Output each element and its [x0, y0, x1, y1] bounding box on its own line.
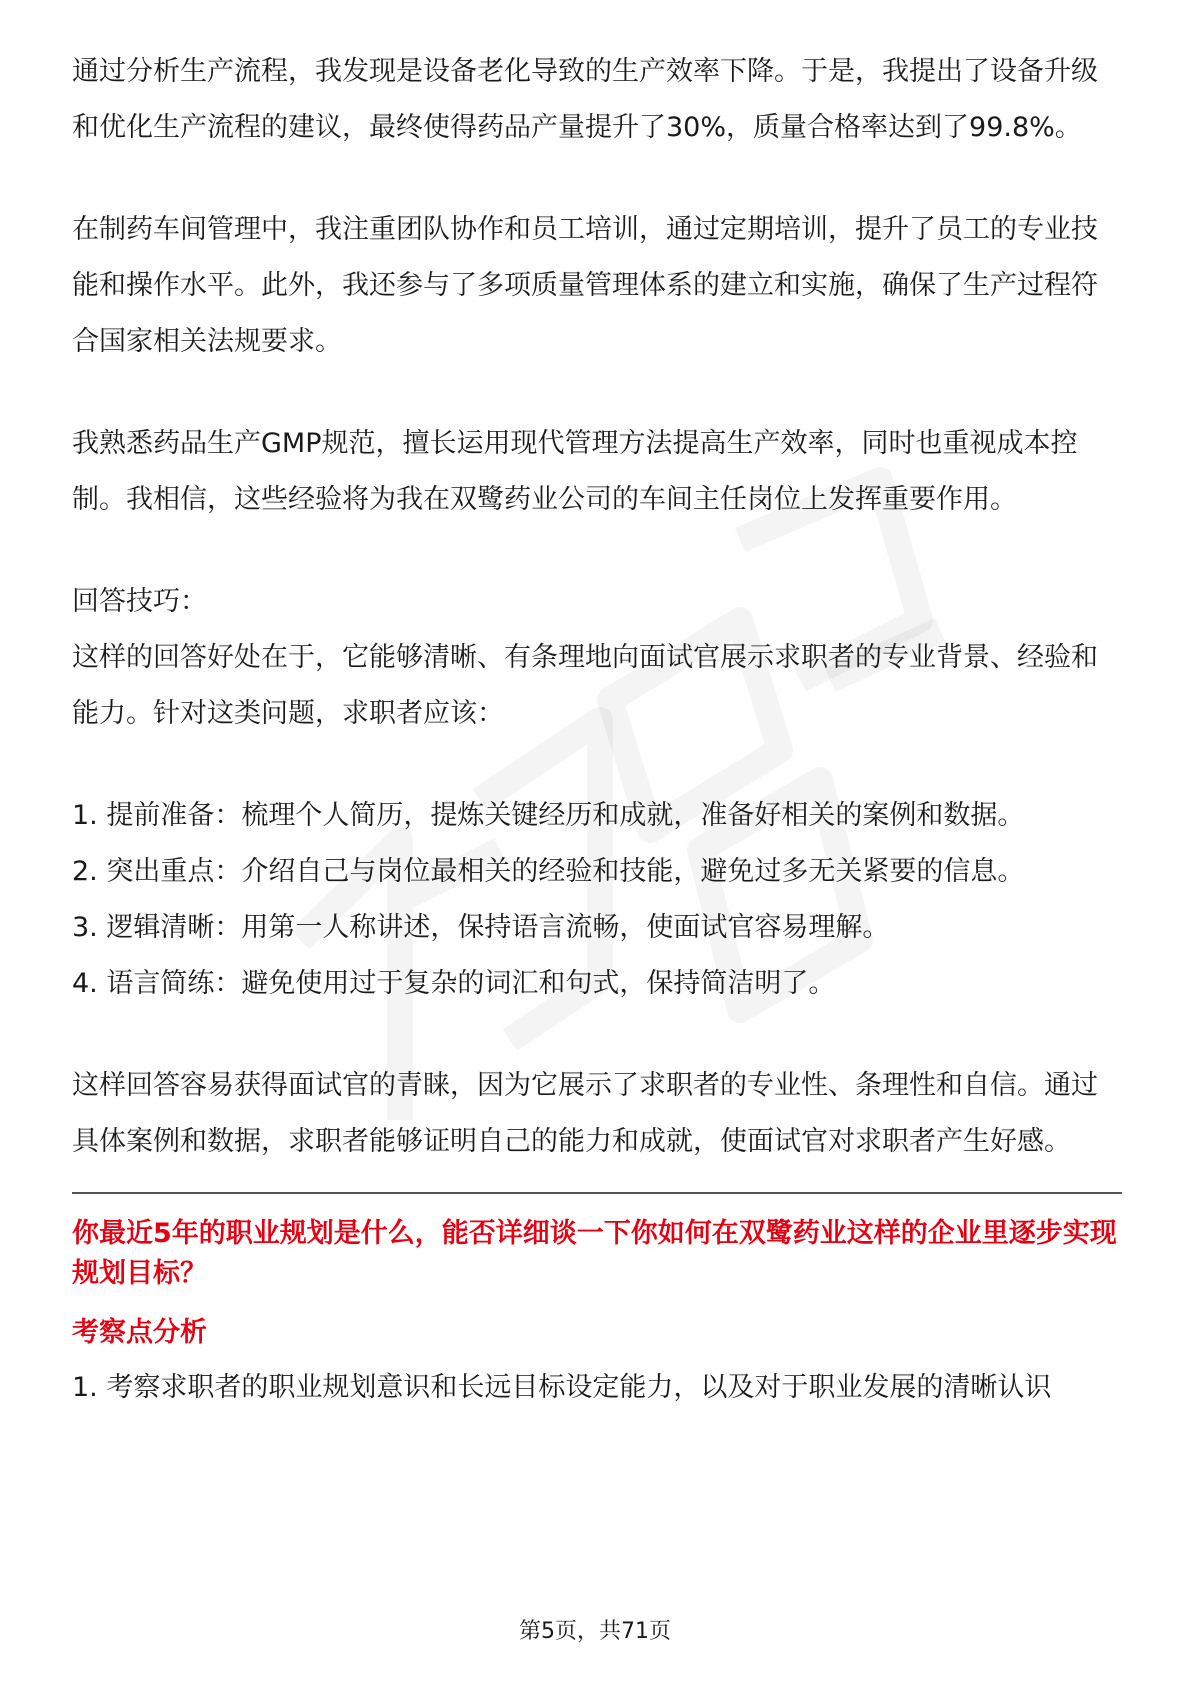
paragraph-management: 在制药车间管理中，我注重团队协作和员工培训，通过定期培训，提升了员工的专业技能和操作水平。此外，我还参与了多项质量管理体系的建立和实施，确保了生产过程符合国家相关法规要求。 — [72, 214, 1098, 357]
paragraph-analysis: 通过分析生产流程，我发现是设备老化导致的生产效率下降。于是，我提出了设备升级和优化生产流程的建议，最终使得药品产量提升了30%，质量合格率达到了99.8%。 — [72, 56, 1098, 143]
tip-item-1: 1. 提前准备：梳理个人简历，提炼关键经历和成就，准备好相关的案例和数据。 — [72, 800, 1025, 831]
page-footer: 第5页，共71页 — [519, 1619, 671, 1644]
paragraph-gmp: 我熟悉药品生产GMP规范，擅长运用现代管理方法提高生产效率，同时也重视成本控制。我相信，这些经验将为我在双鹭药业公司的车间主任岗位上发挥重要作用。 — [72, 428, 1078, 515]
analysis-item-1: 1. 考察求职者的职业规划意识和长远目标设定能力，以及对于职业发展的清晰认识 — [72, 1372, 1052, 1403]
tips-heading: 回答技巧： — [72, 586, 207, 617]
interview-question: 你最近5年的职业规划是什么，能否详细谈一下你如何在双鹭药业这样的企业里逐步实现规划目标？ — [72, 1218, 1117, 1289]
tips-conclusion: 这样回答容易获得面试官的青睐，因为它展示了求职者的专业性、条理性和自信。通过具体案例和数据，求职者能够证明自己的能力和成就，使面试官对求职者产生好感。 — [72, 1070, 1098, 1157]
section-divider — [72, 1192, 1122, 1194]
tip-item-3: 3. 逻辑清晰：用第一人称讲述，保持语言流畅，使面试官容易理解。 — [72, 912, 890, 943]
tip-item-2: 2. 突出重点：介绍自己与岗位最相关的经验和技能，避免过多无关紧要的信息。 — [72, 856, 1025, 887]
analysis-title: 考察点分析 — [72, 1317, 207, 1348]
tip-item-4: 4. 语言简练：避免使用过于复杂的词汇和句式，保持简洁明了。 — [72, 968, 836, 999]
document-content — [72, 44, 1122, 1416]
tips-intro: 这样的回答好处在于，它能够清晰、有条理地向面试官展示求职者的专业背景、经验和能力。针对这类问题，求职者应该： — [72, 642, 1098, 729]
